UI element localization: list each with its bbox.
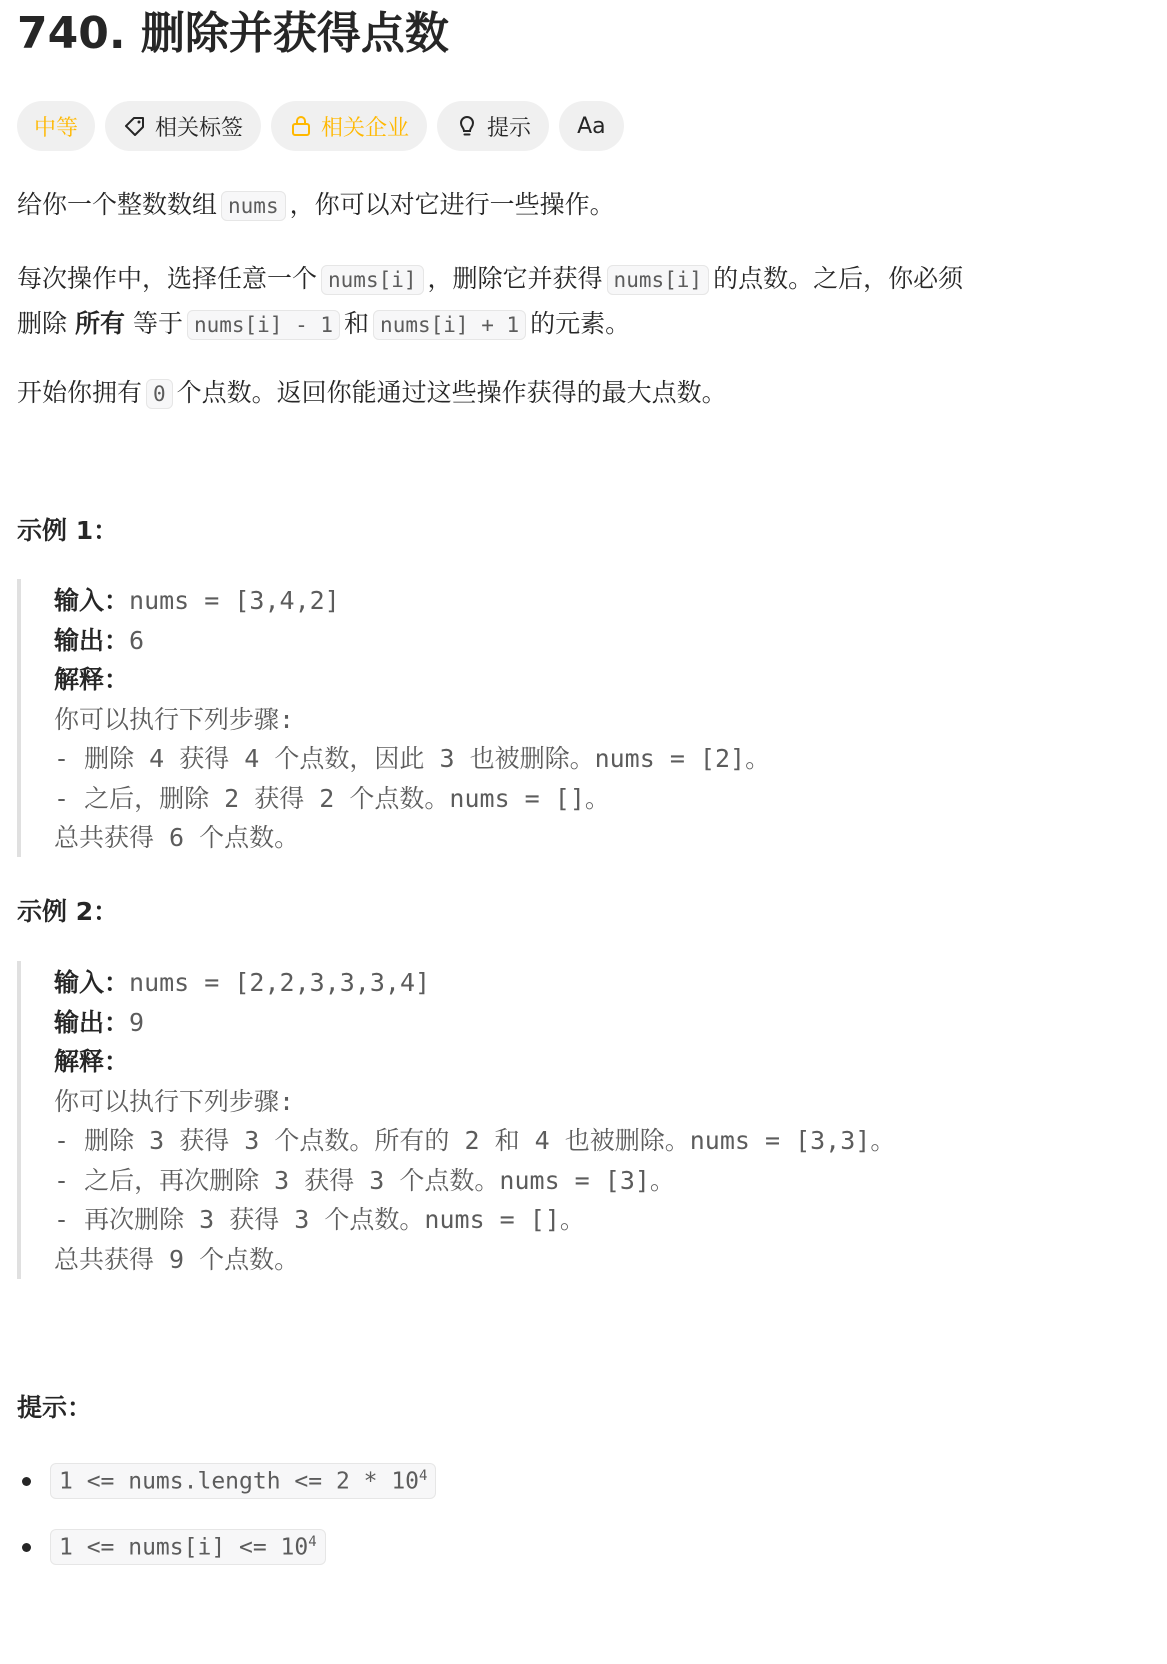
example-2-title: 示例 2：	[17, 897, 119, 926]
constraint-code	[50, 1463, 436, 1500]
related-companies-button[interactable]	[271, 101, 427, 151]
input-label: 输入：	[54, 968, 130, 997]
example-explanation-label	[54, 660, 1117, 700]
description-paragraph-2	[17, 257, 963, 347]
example-1-block	[17, 579, 1117, 857]
desc-text: 删除	[17, 309, 68, 338]
explanation-line: - 再次删除 3 获得 3 个点数。nums = []。	[54, 1205, 585, 1234]
explanation-line: - 删除 4 获得 4 个点数，因此 3 也被删除。nums = [2]。	[54, 744, 771, 773]
desc-text: 的点数。之后，你必须	[713, 264, 964, 293]
explanation-line: 你可以执行下列步骤:	[54, 1086, 295, 1116]
tag-icon	[123, 114, 147, 138]
desc-strong: 所有	[74, 309, 125, 338]
constraints-list	[17, 1460, 436, 1592]
inline-code: 0	[146, 379, 173, 409]
inline-code: nums[i]	[321, 265, 424, 295]
bullet	[22, 1477, 31, 1486]
hint-button[interactable]	[437, 101, 549, 151]
output-label: 输出：	[54, 625, 130, 655]
explain-label: 解释：	[54, 1047, 130, 1076]
desc-text: ，你可以对它进行一些操作。	[289, 190, 615, 219]
tag-bar	[17, 101, 624, 151]
constraint-text: 1 <= nums.length <= 2 * 10	[59, 1468, 420, 1495]
constraint-item	[17, 1526, 436, 1568]
explain-label: 解释：	[54, 665, 130, 694]
example-1-title: 示例 1：	[17, 516, 119, 545]
explanation-line: 你可以执行下列步骤:	[54, 704, 295, 734]
lock-icon	[289, 114, 313, 138]
related-companies-label: 相关企业	[321, 115, 410, 141]
input-value: nums = [3,4,2]	[129, 586, 340, 615]
description-paragraph-3	[17, 371, 727, 416]
example-output	[54, 1003, 1117, 1043]
constraint-exponent: 4	[308, 1533, 317, 1550]
difficulty-label: 中等	[34, 115, 79, 141]
desc-text: 开始你拥有	[17, 378, 143, 407]
explanation-line: - 之后，再次删除 3 获得 3 个点数。nums = [3]。	[54, 1165, 675, 1195]
inline-code: nums[i] - 1	[187, 310, 340, 340]
desc-text: 给你一个整数数组	[17, 190, 218, 219]
problem-title: 740. 删除并获得点数	[17, 8, 449, 59]
inline-code: nums[i]	[607, 265, 710, 295]
desc-text: ，删除它并获得	[427, 264, 603, 293]
example-output	[54, 621, 1117, 661]
constraint-text: 1 <= nums[i] <= 10	[59, 1534, 309, 1561]
desc-text: 和	[344, 309, 370, 338]
constraint-item	[17, 1460, 436, 1502]
explanation-line: 总共获得 6 个点数。	[54, 823, 300, 852]
explanation-line: - 之后，删除 2 获得 2 个点数。nums = []。	[54, 783, 610, 813]
input-label: 输入：	[54, 586, 130, 615]
translate-button[interactable]	[559, 101, 624, 151]
explanation-line: 总共获得 9 个点数。	[54, 1244, 300, 1274]
example-input	[54, 963, 1117, 1003]
lightbulb-icon	[455, 114, 479, 138]
input-value: nums = [2,2,3,3,3,4]	[129, 968, 431, 997]
desc-text: 等于	[132, 309, 183, 338]
description-paragraph-1	[17, 183, 615, 228]
explanation-line: - 删除 3 获得 3 个点数。所有的 2 和 4 也被删除。nums = [3,3]。	[54, 1126, 896, 1155]
example-2-block	[17, 961, 1117, 1279]
related-tags-label: 相关标签	[155, 115, 244, 141]
output-value: 9	[129, 1007, 145, 1037]
output-label: 输出：	[54, 1007, 130, 1037]
desc-text: 每次操作中，选择任意一个	[17, 264, 318, 293]
hint-label: 提示	[487, 115, 532, 141]
inline-code: nums	[221, 191, 286, 221]
desc-text: 个点数。返回你能通过这些操作获得的最大点数。	[176, 378, 727, 407]
output-value: 6	[129, 625, 145, 655]
difficulty-badge[interactable]	[17, 101, 95, 151]
example-explanation-label	[54, 1042, 1117, 1082]
constraint-exponent: 4	[419, 1467, 428, 1484]
desc-text: 的元素。	[530, 309, 631, 338]
related-tags-button[interactable]	[105, 101, 261, 151]
constraint-code	[50, 1529, 326, 1566]
inline-code: nums[i] + 1	[373, 310, 526, 340]
translate-icon: Aa	[577, 113, 606, 139]
bullet	[22, 1543, 31, 1552]
example-input	[54, 581, 1117, 621]
constraints-title: 提示：	[17, 1393, 93, 1422]
